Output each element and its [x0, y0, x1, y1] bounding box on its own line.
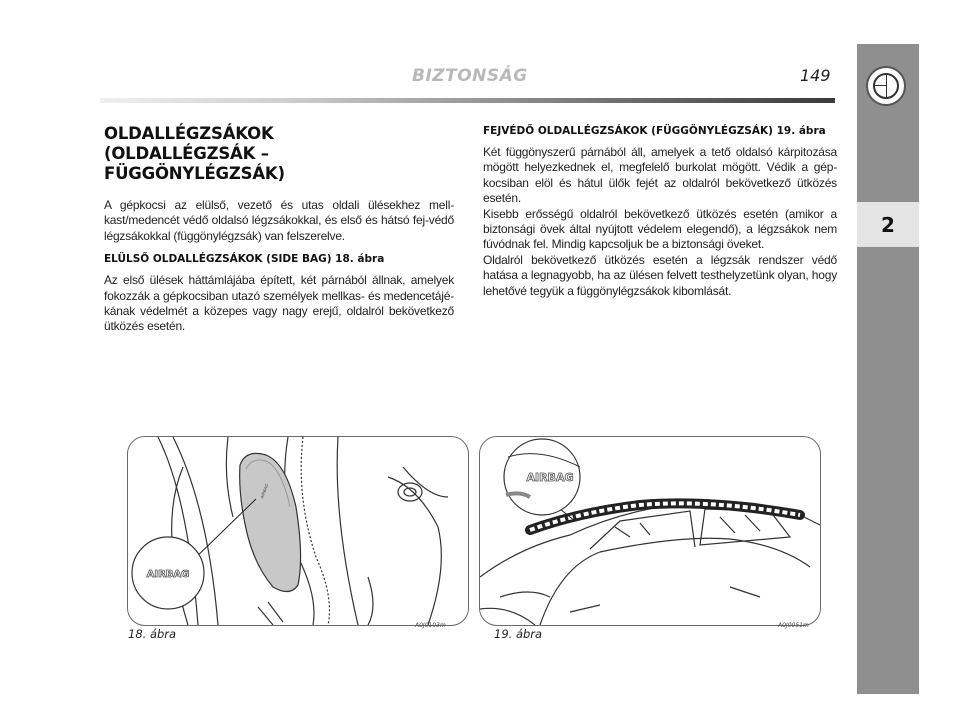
- window-bag-paragraph-3: Oldalról bekövetkező ütközés esetén a légzsák rendszer védő hatása a legnagyobb, ha az ülésen felvett testhelyzetünk olyan, hogy lehetővé tegyük a függönylégzsákok kibomlását.: [483, 252, 837, 298]
- side-bag-heading: ELÜLSŐ OLDALLÉGZSÁKOK (SIDE BAG) 18. ábra: [104, 253, 385, 266]
- figure-19-curtain-airbag: [479, 436, 821, 626]
- figure-18-code: A0J0103m: [415, 622, 446, 629]
- page-number: 149: [800, 66, 831, 85]
- title-line-2: (OLDALLÉGZSÁK – FÜGGÖNYLÉGZSÁK): [104, 144, 285, 183]
- figure-18-seat-airbag: [127, 436, 469, 626]
- brand-logo-icon: [866, 66, 906, 106]
- header-rule: [100, 98, 835, 103]
- intro-paragraph: A gépkocsi az elülső, vezető és utas oldali ülésekhez mell-kast/medencét védő oldalsó légzsákokkal, és első és hátsó fej-védő légzsákokkal (függönylégzsák) van felszerelve.: [104, 198, 454, 243]
- window-bag-paragraph-1: Két függönyszerű párnából áll, amelyek a tető oldalsó kárpitozása mögött helyezkednek el, megfelelő burkolat mögött. Védik a gép-kocsiban elöl és hátul ülők fejét az oldalról bekövetkező ütközés esetén.: [483, 145, 837, 206]
- figure-19-code: A0J0051m: [778, 622, 809, 629]
- small-airbag-label: AIRBAG: [259, 483, 270, 500]
- airbag-badge: AIRBAG: [146, 569, 190, 580]
- window-bag-heading: FEJVÉDŐ OLDALLÉGZSÁKOK (FÜGGÖNYLÉGZSÁK) 19. ábra: [483, 125, 826, 137]
- right-column: [483, 124, 837, 299]
- seat-airbag-illustration: [128, 437, 468, 625]
- page-title: [104, 124, 454, 184]
- figure-18-caption: 18. ábra: [128, 627, 177, 641]
- curtain-airbag-illustration: [480, 437, 820, 625]
- side-bag-paragraph: Az első ülések háttámlájába épített, két párnából állnak, amelyek fokozzák a gépkocsiban utazó személyek mellkas- és medencetájé-kának védelmét a közepes vagy nagy erejű, oldalról bekövetkező ütközés esetén.: [104, 273, 454, 334]
- section-title: BIZTONSÁG: [412, 66, 528, 86]
- chapter-number-tab[interactable]: 2: [857, 202, 919, 247]
- window-bag-paragraph-2: Kisebb erősségű oldalról bekövetkező ütközés esetén (amikor a biztonsági övek által nyújtott védelem elegendő), a légzsákok nem fúvódnak fel. Mindig kapcsoljuk be a biztonsági öveket.: [483, 206, 837, 252]
- airbag-badge: AIRBAG: [526, 471, 574, 484]
- figure-19-caption: 19. ábra: [494, 627, 543, 641]
- left-column: [104, 124, 454, 343]
- title-line-1: OLDALLÉGZSÁKOK: [104, 124, 274, 143]
- chapter-sidebar: [857, 44, 919, 694]
